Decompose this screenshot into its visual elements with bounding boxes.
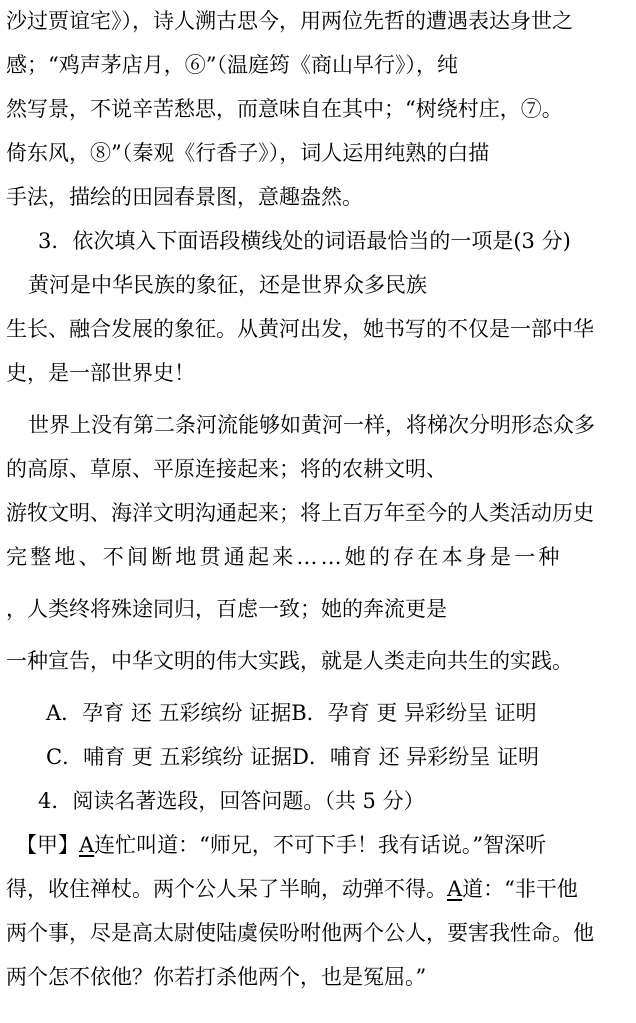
text: 的高原、草原、平原连接起来；将 (6, 457, 321, 481)
text: 的农耕文明、 (321, 457, 447, 481)
text: 生长、融合发展的象征。从黄河出发，她书写的不仅是一部中华 (6, 317, 594, 341)
text-line (6, 498, 636, 528)
text-line (6, 138, 636, 168)
text-line (6, 314, 636, 344)
text: 手法，描绘的田园春景图，意趣盎然。 (6, 185, 363, 209)
text: 得，收住禅杖。两个公人呆了半晌，动弹不得。 (6, 877, 447, 901)
text: 一种宣告，中华文明的伟大实践，就是人类走向共生的实践。 (6, 649, 573, 673)
text: ，人类终将殊途同归，百虑一致；她的奔流更是 (6, 597, 447, 621)
text-line (6, 358, 636, 388)
text: 游牧文明、海洋文明沟通起来；将上百万年至今的人类活动历史 (6, 501, 594, 525)
option-a[interactable]: A．孕育 还 五彩缤纷 证据 (46, 701, 292, 725)
text-line (6, 594, 636, 624)
text: 是一部世界史！ (48, 361, 195, 385)
question-3-title (38, 226, 636, 256)
underlined-mark: A (447, 877, 463, 901)
text-line (6, 50, 636, 80)
option-c[interactable]: C．哺育 更 五彩缤纷 证据 (46, 745, 293, 769)
text-line (6, 646, 636, 676)
text: 3．依次填入下面语段横线处的词语最恰当的一项是(3 分) (38, 229, 571, 253)
text-line (6, 454, 636, 484)
option-b[interactable]: B．孕育 更 异彩纷呈 证明 (291, 701, 537, 725)
text: 史， (6, 361, 48, 385)
options-row-1 (46, 698, 636, 728)
text: 道：“非干他 (462, 877, 578, 901)
text: ”（温庭筠《商山早行》），纯 (205, 53, 458, 77)
text: 两个怎不依他？你若打杀他两个，也是冤屈。” (6, 965, 427, 989)
text-line (6, 94, 636, 124)
text-line (28, 270, 636, 300)
text-line (6, 874, 636, 904)
text-line (16, 830, 636, 860)
text-line (6, 962, 636, 992)
text: ”（秦观《行香子》），词人运用纯熟的白描 (111, 141, 490, 165)
text: 然写景，不说辛苦愁思，而意味自在其中；“树绕村庄，⑦ (6, 97, 542, 121)
text-line (6, 918, 636, 948)
text: 世界上没有第二条河流能够如黄河一样，将梯次分明形态众多 (28, 413, 595, 437)
text: 4．阅读名著选段，回答问题。（共 5 分） (38, 789, 425, 813)
text: 感；“鸡声茅店月，⑥ (6, 53, 206, 77)
options-row-2 (46, 742, 636, 772)
text: 沙过贾谊宅》），诗人溯古思今，用两位先哲的遭遇表达身世之 (6, 9, 573, 33)
text: 【甲】 (16, 833, 79, 857)
option-d[interactable]: D．哺育 还 异彩纷呈 证明 (292, 745, 539, 769)
underlined-mark: A (79, 833, 95, 857)
text-line (6, 182, 636, 212)
text: 黄河是中华民族的象征，还是世界众多民族 (28, 273, 427, 297)
question-4-title (38, 786, 636, 816)
text-line (6, 542, 636, 572)
text: 完整地、不间断地贯通起来……她的存在本身是一种 (6, 545, 563, 569)
text: 连忙叫道：“师兄，不可下手！我有话说。”智深听 (94, 833, 547, 857)
text-line (28, 410, 636, 440)
text: 两个事，尽是高太尉使陆虞侯吩咐他两个公人，要害我性命。他 (6, 921, 594, 945)
text: 。 (541, 97, 563, 121)
text: 倚东风，⑧ (6, 141, 111, 165)
text-line (6, 6, 636, 36)
